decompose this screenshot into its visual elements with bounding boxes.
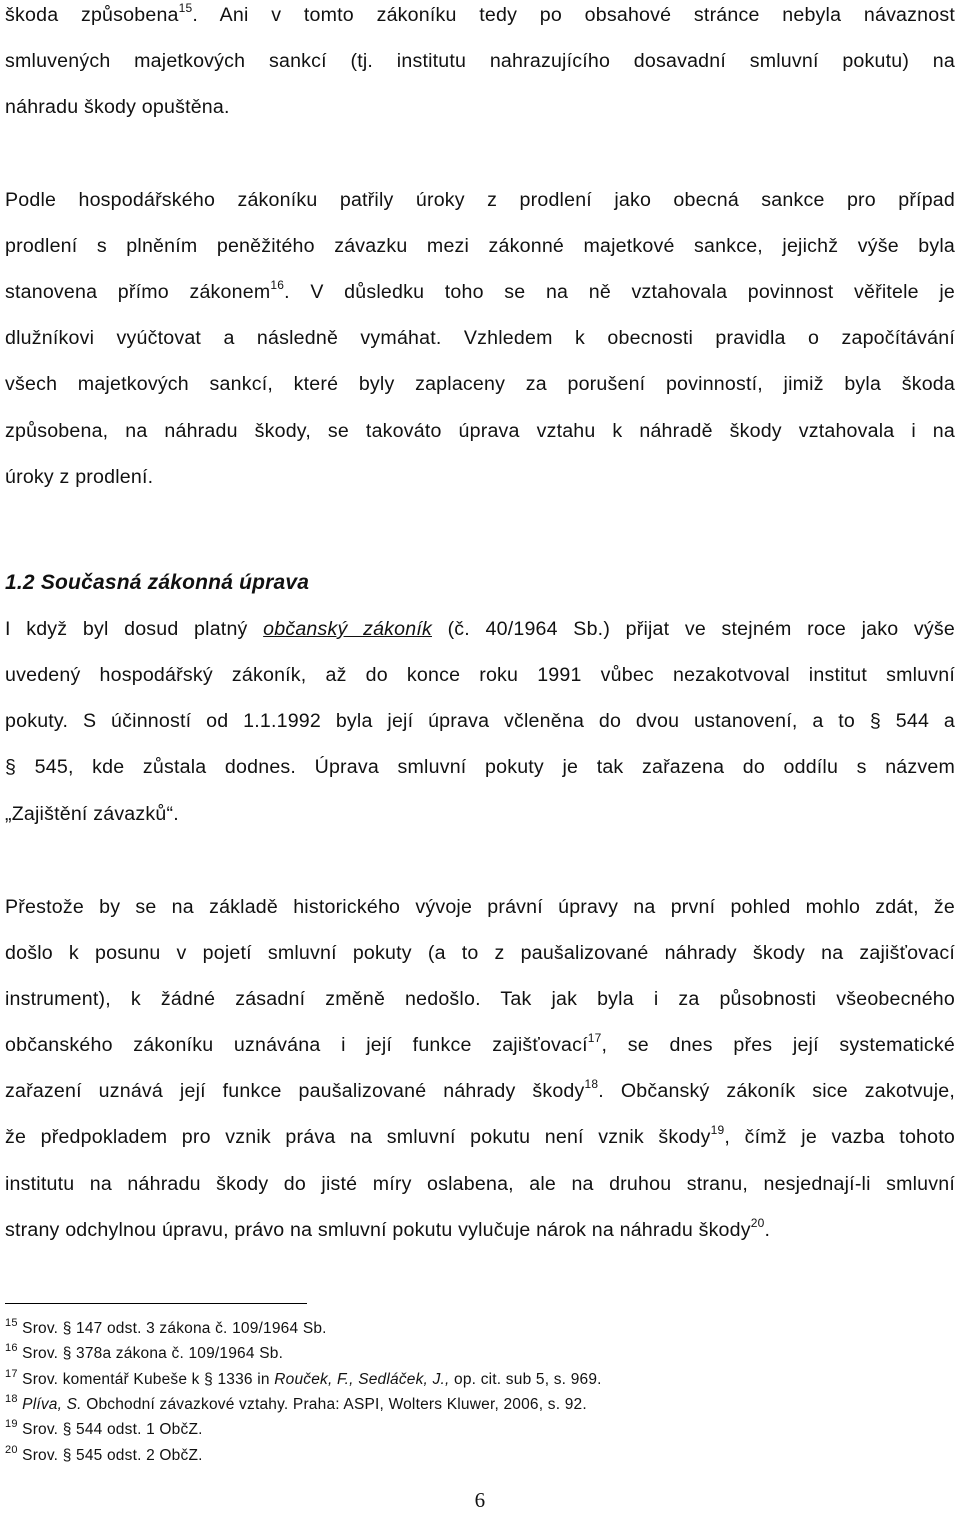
footnote-ref-19: 19 — [710, 1123, 725, 1137]
footnote-ref-18: 18 — [584, 1077, 599, 1091]
paragraph-3-line-5: „Zajištění závazků“. — [5, 803, 179, 825]
paragraph-2-line-3: stanovena přímo zákonem$^{16}$. V důsledku toho se na ně vztahovala povinnost věřitele je — [5, 278, 955, 303]
page-number: 6 — [474, 1488, 486, 1512]
paragraph-4-line-5: zařazení uznává její funkce paušalizované náhrady škody$^{18}$. Občanský zákoník sice zakotvuje, — [5, 1077, 955, 1102]
paragraph-4-line-7: institutu na náhradu škody do jisté míry oslabena, ale na druhou stranu, nesjednají-li smluvní — [5, 1173, 955, 1195]
paragraph-4-line-6: že předpokladem pro vznik práva na smluvní pokutu není vznik škody$^{19}$, čímž je vazba tohoto — [5, 1123, 955, 1148]
footnote-separator — [5, 1303, 307, 1304]
paragraph-3-line-3: pokuty. S účinností od 1.1.1992 byla její úprava včleněna do dvou ustanovení, a to § 544 a — [5, 710, 955, 732]
paragraph-3-line-1: I když byl dosud platný občanský zákoník (č. 40/1964 Sb.) přijat ve stejném roce jako výše — [5, 618, 956, 640]
footnote-ref-20: 20 — [750, 1216, 765, 1230]
footnote-18: $^{18}$ Plíva, S. Obchodní závazkové vztahy. Praha: ASPI, Wolters Kluwer, 2006, s. 92. — [5, 1393, 587, 1413]
paragraph-2-line-1: Podle hospodářského zákoníku patřily úroky z prodlení jako obecná sankce pro případ — [5, 189, 955, 211]
paragraph-1-line-3: náhradu škody opuštěna. — [5, 96, 230, 118]
paragraph-2-line-4: dlužníkovi vyúčtovat a následně vymáhat. Vzhledem k obecnosti pravidla o započítávání — [5, 327, 955, 349]
paragraph-2-line-7: úroky z prodlení. — [5, 466, 154, 488]
footnote-ref-17: 17 — [587, 1031, 602, 1045]
section-heading: 1.2 Současná zákonná úprava — [5, 571, 310, 594]
footnote-19: $^{19}$ Srov. § 544 odst. 1 ObčZ. — [5, 1418, 203, 1438]
paragraph-4-line-1: Přestože by se na základě historického vývoje právní úpravy na první pohled mohlo zdát, že — [5, 896, 955, 918]
paragraph-4-line-2: došlo k posunu v pojetí smluvní pokuty (a to z paušalizované náhrady škody na zajišťovací — [5, 942, 955, 964]
document-page — [5, 0, 955, 1513]
paragraph-4-line-4: občanského zákoníku uznávána i její funkce zajišťovací$^{17}$, se dnes přes její systematické — [5, 1031, 955, 1056]
footnote-17: $^{17}$ Srov. komentář Kubeše k § 1336 in Rouček, F., Sedláček, J., op. cit. sub 5, s. 969. — [5, 1368, 602, 1388]
paragraph-2-line-2: prodlení s plněním peněžitého závazku mezi zákonné majetkové sankce, jejichž výše byla — [5, 235, 955, 257]
paragraph-2-line-5: všech majetkových sankcí, které byly zaplaceny za porušení povinností, jimiž byla škoda — [5, 373, 955, 395]
paragraph-1-line-1: škoda způsobena$^{15}$. Ani v tomto zákoníku tedy po obsahové stránce nebyla návaznost — [5, 1, 955, 26]
footnote-ref-15: 15 — [178, 1, 193, 15]
paragraph-4-line-3: instrument), k žádné zásadní změně nedošlo. Tak jak byla i za působnosti všeobecného — [5, 988, 955, 1010]
footnote-20: $^{20}$ Srov. § 545 odst. 2 ObčZ. — [5, 1444, 203, 1464]
paragraph-3-line-4: § 545, kde zůstala dodnes. Úprava smluvní pokuty je tak zařazena do oddílu s názvem — [5, 756, 955, 778]
paragraph-3-line-2: uvedený hospodářský zákoník, až do konce roku 1991 vůbec nezakotvoval institut smluvní — [5, 664, 955, 686]
footnote-16: $^{16}$ Srov. § 378a zákona č. 109/1964 Sb. — [5, 1342, 284, 1362]
footnote-ref-16: 16 — [270, 278, 285, 292]
paragraph-1-line-2: smluvených majetkových sankcí (tj. institutu nahrazujícího dosavadní smluvní pokutu) na — [5, 50, 955, 72]
paragraph-4-line-8: strany odchylnou úpravu, právo na smluvní pokutu vylučuje nárok na náhradu škody$^{20}$. — [5, 1216, 771, 1241]
law-reference-link: občanský zákoník — [263, 618, 432, 640]
paragraph-2-line-6: způsobena, na náhradu škody, se takováto úprava vztahu k náhradě škody vztahovala i na — [5, 420, 955, 442]
footnote-15: $^{15}$ Srov. § 147 odst. 3 zákona č. 109/1964 Sb. — [5, 1317, 327, 1337]
